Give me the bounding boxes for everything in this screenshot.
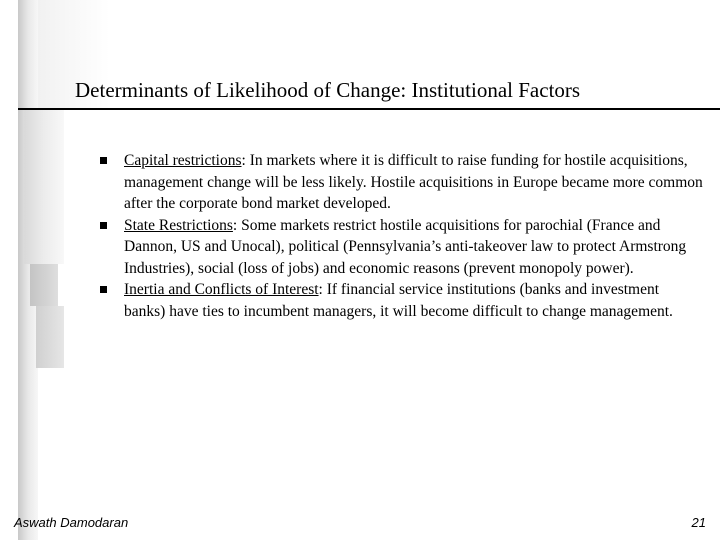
square-bullet-icon: [100, 222, 107, 229]
bullet-item-capital-restrictions: [124, 150, 704, 215]
square-bullet-icon: [100, 157, 107, 164]
bullet-term: State Restrictions: [124, 216, 233, 234]
bullet-text: : If financial service institutions (banks and investment banks) have ties to incumbent managers, it will become difficult to change management.: [124, 281, 673, 320]
bullet-term: Capital restrictions: [124, 152, 242, 169]
footer-author: Aswath Damodaran: [14, 515, 129, 530]
bullet-item-inertia-conflicts: [124, 279, 704, 322]
decorative-bar-dark: [30, 264, 58, 306]
decorative-bar-middle: [24, 108, 64, 264]
page-number: 21: [691, 515, 706, 530]
bullet-text: : In markets where it is difficult to raise funding for hostile acquisitions, management change will be less likely. Hostile acquisitions in Europe became more common after the corporate bond market developed.: [124, 152, 703, 212]
bullet-term: Inertia and Conflicts of Interest: [124, 281, 319, 298]
slide-title: Determinants of Likelihood of Change: Institutional Factors: [75, 78, 581, 102]
decorative-bar-lower: [36, 306, 64, 368]
square-bullet-icon: [100, 286, 107, 293]
bullet-list: [124, 150, 704, 322]
bullet-text: : Some markets restrict hostile acquisitions for parochial (France and Dannon, US and Unocal), political (Pennsylvania’s anti-takeover law to protect Armstrong Industries), social (loss of jobs) and economic reasons (prevent monopoly power).: [124, 216, 687, 277]
bullet-item-state-restrictions: [124, 215, 704, 280]
title-divider: [18, 108, 720, 110]
